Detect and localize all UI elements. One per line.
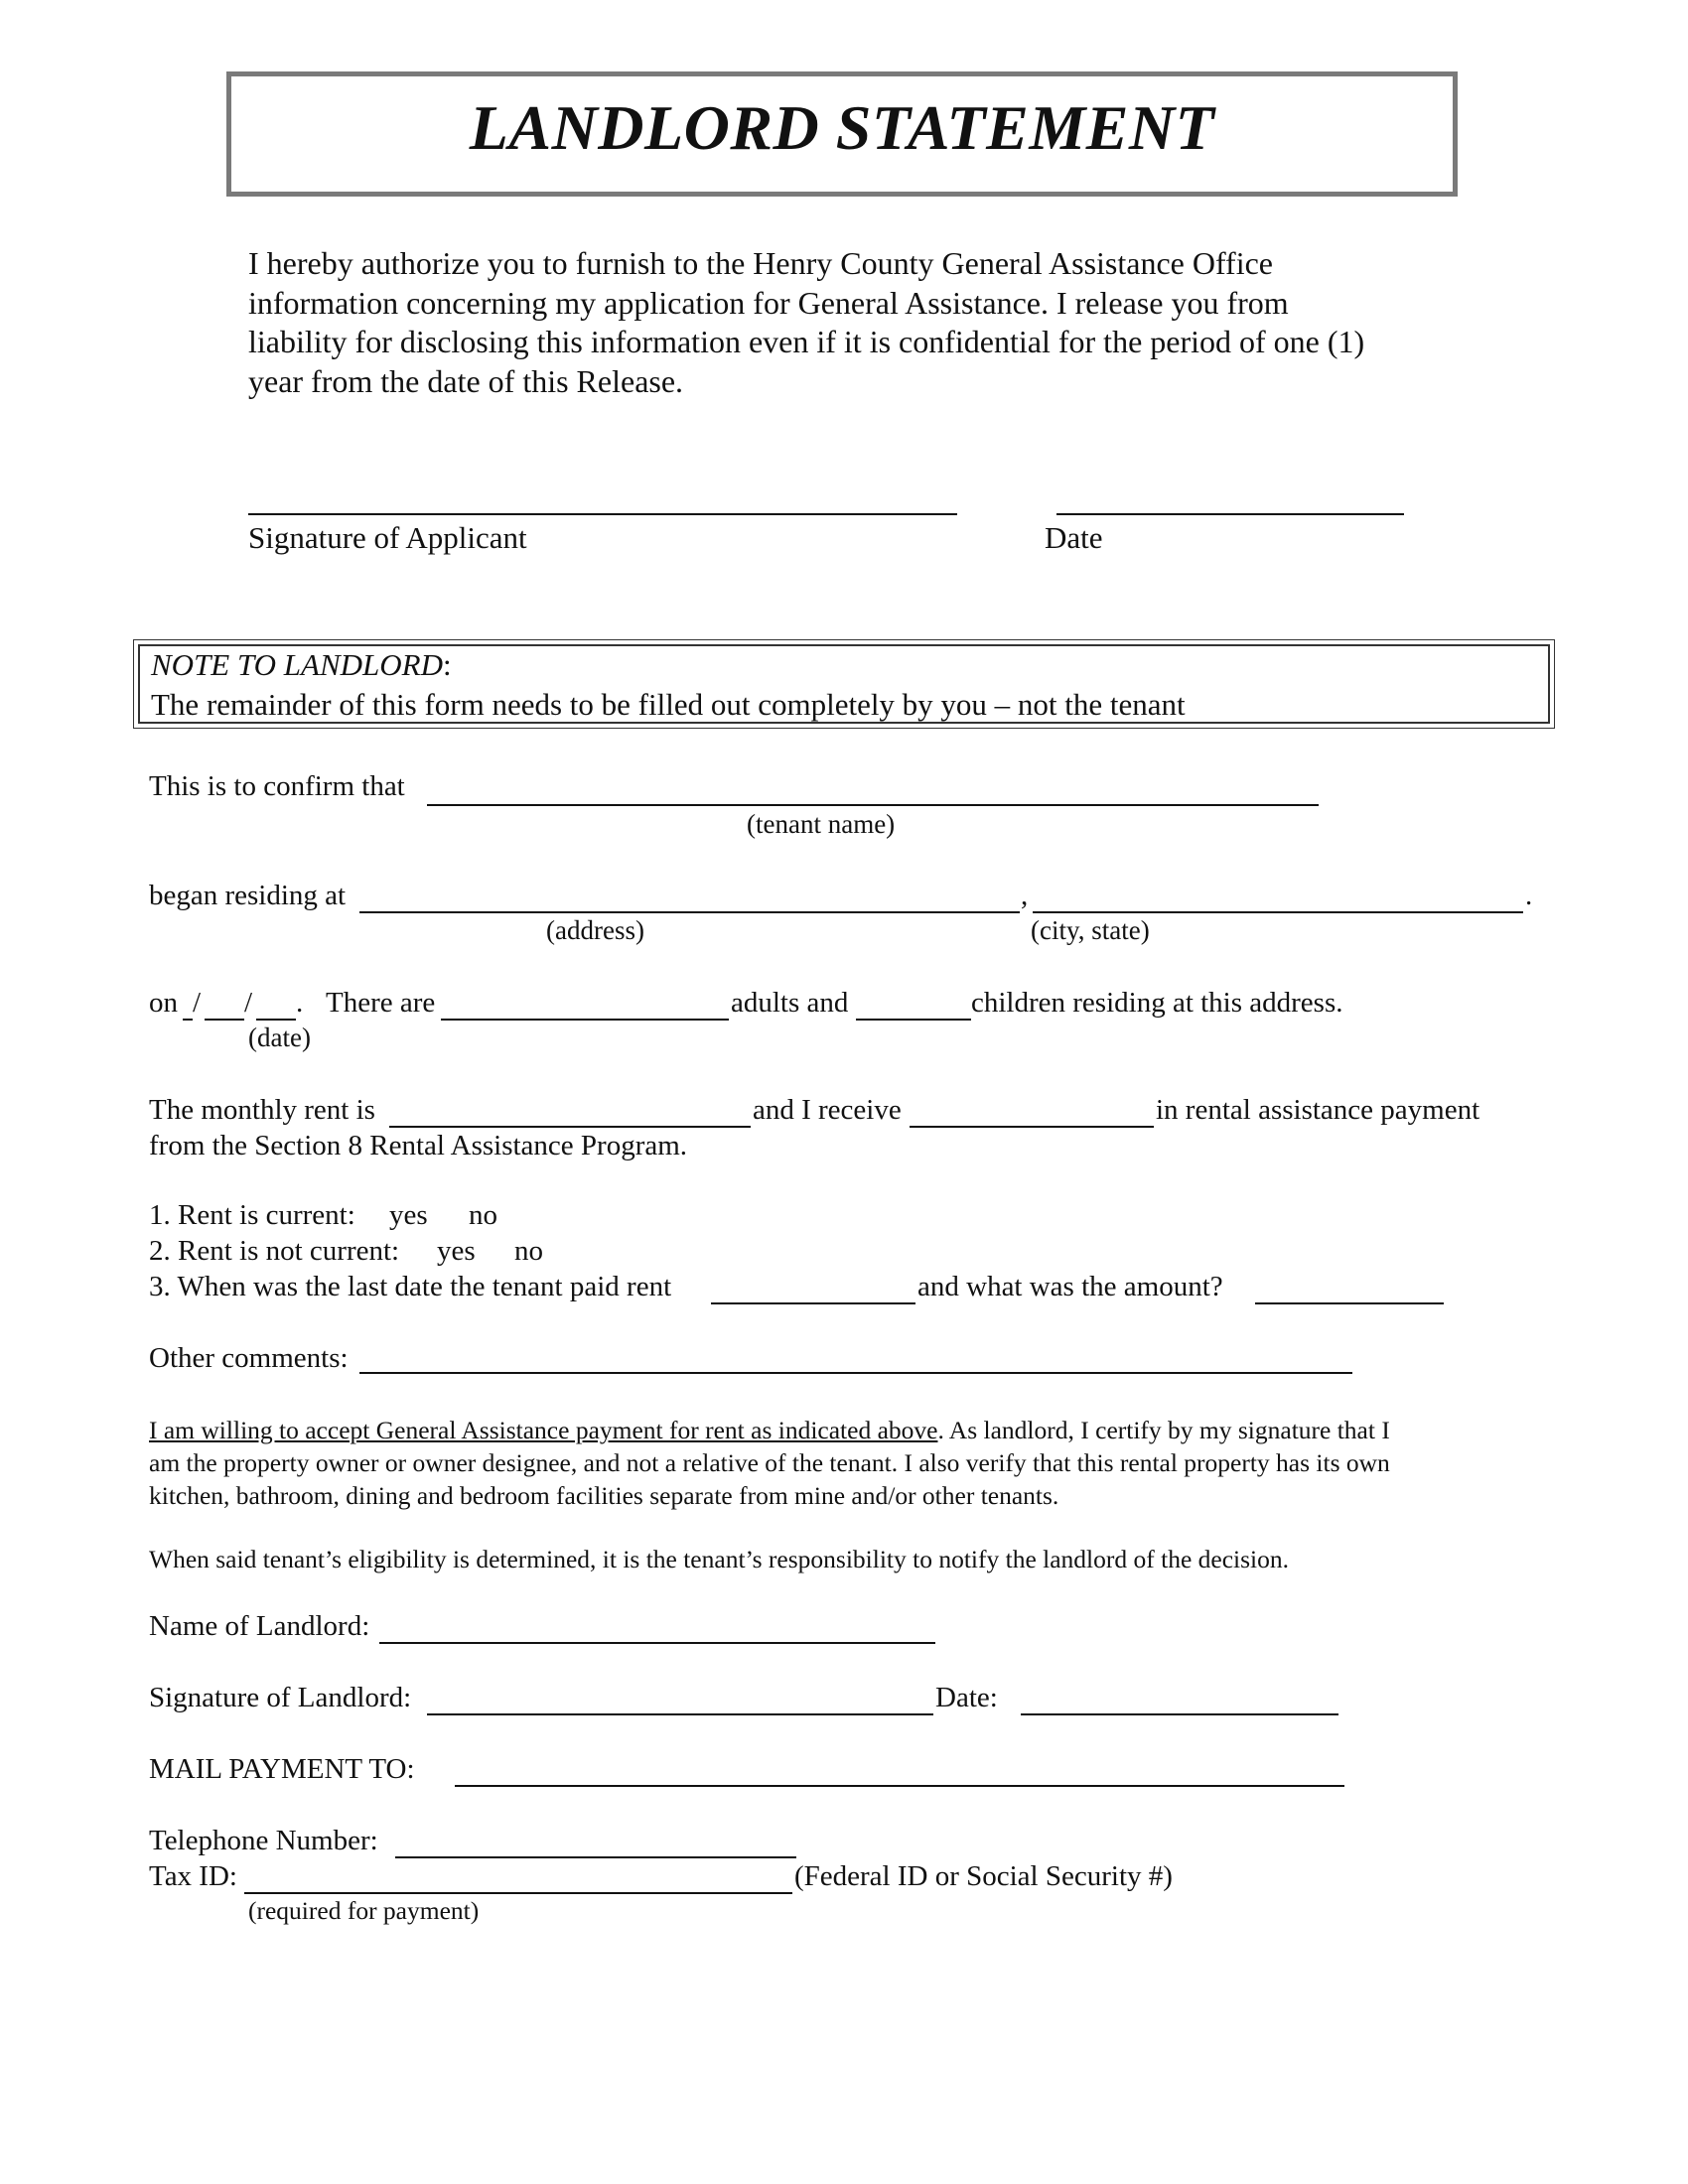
- receive-label: and I receive: [753, 1094, 902, 1126]
- note-title: [151, 647, 452, 683]
- residing-label: began residing at: [149, 880, 347, 911]
- rent-label: The monthly rent is: [149, 1094, 375, 1126]
- rent-not-current-yes-option[interactable]: yes: [437, 1235, 476, 1267]
- authorization-line: liability for disclosing this information even if it is confidential for the period of one (1): [248, 324, 1365, 359]
- rent-amount-field[interactable]: [1255, 1302, 1444, 1304]
- date-day-field[interactable]: [205, 1019, 244, 1021]
- telephone-label: Telephone Number:: [149, 1825, 378, 1856]
- applicant-signature-label: Signature of Applicant: [248, 520, 527, 555]
- date-slash: /: [244, 987, 253, 1019]
- applicant-date-label: Date: [1045, 520, 1103, 555]
- applicant-signature-field[interactable]: [248, 513, 957, 515]
- address-field[interactable]: [359, 911, 1020, 913]
- section8-label: from the Section 8 Rental Assistance Program.: [149, 1130, 688, 1161]
- there-are-label: There are: [326, 987, 436, 1019]
- city-state-caption: (city, state): [1031, 915, 1150, 945]
- date-month-field[interactable]: [183, 1019, 193, 1021]
- mail-payment-field[interactable]: [455, 1785, 1344, 1787]
- date-slash: /: [193, 987, 202, 1019]
- certification-line: am the property owner or owner designee, and not a relative of the tenant. I also verify that this rental property has its own: [149, 1448, 1390, 1477]
- certification-line: kitchen, bathroom, dining and bedroom facilities separate from mine and/or other tenants.: [149, 1481, 1059, 1510]
- tax-id-caption: (required for payment): [248, 1896, 480, 1925]
- landlord-name-label: Name of Landlord:: [149, 1610, 370, 1642]
- eligibility-paragraph: [149, 1543, 1519, 1575]
- monthly-rent-field[interactable]: [389, 1126, 751, 1128]
- landlord-date-field[interactable]: [1021, 1713, 1338, 1715]
- mail-payment-label: MAIL PAYMENT TO:: [149, 1753, 415, 1785]
- applicant-date-field[interactable]: [1056, 513, 1404, 515]
- certification-line: [149, 1414, 1519, 1446]
- date-year-field[interactable]: [256, 1019, 296, 1021]
- on-prefix: on: [149, 987, 178, 1019]
- certification-line1-rest: . As landlord, I certify by my signature that I: [937, 1416, 1390, 1444]
- telephone-field[interactable]: [395, 1856, 796, 1858]
- authorization-line: I hereby authorize you to furnish to the Henry County General Assistance Office: [248, 245, 1273, 281]
- note-body: The remainder of this form needs to be filled out completely by you – not the tenant: [151, 687, 1186, 722]
- authorization-line: information concerning my application for General Assistance. I release you from: [248, 284, 1289, 321]
- assistance-label: in rental assistance payment: [1156, 1094, 1480, 1126]
- landlord-name-field[interactable]: [379, 1642, 935, 1644]
- rent-amount-question: and what was the amount?: [917, 1271, 1223, 1302]
- authorization-paragraph: [248, 244, 1440, 401]
- page-title: LANDLORD STATEMENT: [469, 92, 1215, 163]
- certification-paragraph: [149, 1414, 1519, 1512]
- landlord-date-label: Date:: [935, 1682, 998, 1713]
- tenant-name-caption: (tenant name): [747, 809, 896, 839]
- adults-and-label: adults and: [731, 987, 849, 1019]
- adults-count-field[interactable]: [441, 1019, 729, 1021]
- tax-id-field[interactable]: [244, 1892, 792, 1894]
- children-count-field[interactable]: [856, 1019, 971, 1021]
- tax-id-note: (Federal ID or Social Security #): [794, 1860, 1173, 1892]
- rent-current-question: 1. Rent is current:: [149, 1199, 355, 1231]
- rent-current-no-option[interactable]: no: [469, 1199, 497, 1231]
- city-state-field[interactable]: [1033, 911, 1523, 913]
- certification-underlined: I am willing to accept General Assistance payment for rent as indicated above: [149, 1416, 938, 1444]
- comments-field[interactable]: [359, 1372, 1352, 1374]
- rent-current-yes-option[interactable]: yes: [389, 1199, 428, 1231]
- address-comma: ,: [1021, 880, 1029, 911]
- assistance-amount-field[interactable]: [910, 1126, 1154, 1128]
- title-box: [226, 71, 1458, 197]
- comments-label: Other comments:: [149, 1342, 349, 1374]
- note-title-text: NOTE TO LANDLORD: [151, 647, 444, 682]
- last-rent-date-field[interactable]: [711, 1302, 915, 1304]
- confirm-label: This is to confirm that: [149, 770, 405, 802]
- city-state-period: .: [1525, 880, 1533, 911]
- note-title-colon: :: [443, 647, 452, 682]
- authorization-line: year from the date of this Release.: [248, 362, 684, 399]
- children-label: children residing at this address.: [971, 987, 1343, 1019]
- tax-id-label: Tax ID:: [149, 1860, 237, 1892]
- rent-not-current-question: 2. Rent is not current:: [149, 1235, 400, 1267]
- landlord-signature-field[interactable]: [427, 1713, 933, 1715]
- eligibility-line: When said tenant’s eligibility is determined, it is the tenant’s responsibility to notify the landlord of the decision.: [149, 1545, 1289, 1573]
- rent-not-current-no-option[interactable]: no: [514, 1235, 543, 1267]
- landlord-signature-label: Signature of Landlord:: [149, 1682, 412, 1713]
- address-caption: (address): [546, 915, 644, 945]
- date-end-period: .: [296, 987, 304, 1019]
- tenant-name-field[interactable]: [427, 804, 1319, 806]
- date-caption: (date): [248, 1023, 311, 1052]
- last-rent-date-question: 3. When was the last date the tenant paid rent: [149, 1271, 672, 1302]
